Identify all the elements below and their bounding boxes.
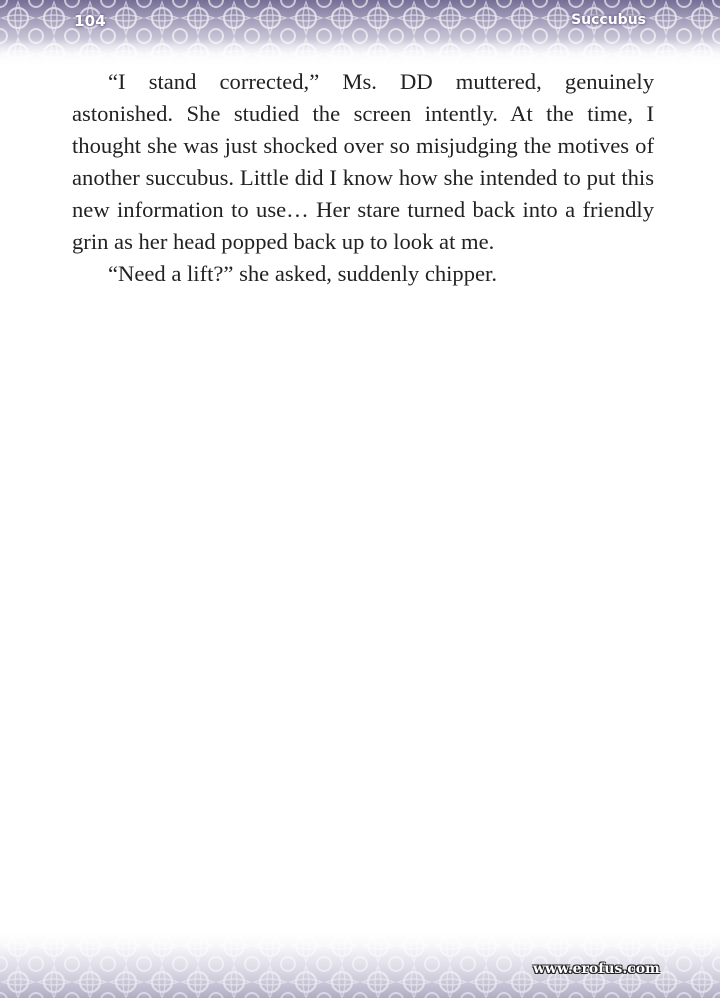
page-number: 104 bbox=[74, 12, 106, 30]
paragraph: “I stand corrected,” Ms. DD muttered, genuinely astonished. She studied the screen intently. At the time, I thought she was just shocked over so misjudging the motives of another succubus. Little did I know how she intended to put this new information to use… Her stare turned back into a friendly grin as her head popped back up to look at me. bbox=[72, 69, 654, 254]
running-title: Succubus bbox=[571, 12, 646, 28]
paragraph: “Need a lift?” she asked, suddenly chipper. bbox=[108, 261, 497, 286]
body-text bbox=[72, 66, 654, 290]
watermark: www.erofus.com bbox=[533, 961, 660, 977]
header-ornament bbox=[0, 0, 720, 70]
